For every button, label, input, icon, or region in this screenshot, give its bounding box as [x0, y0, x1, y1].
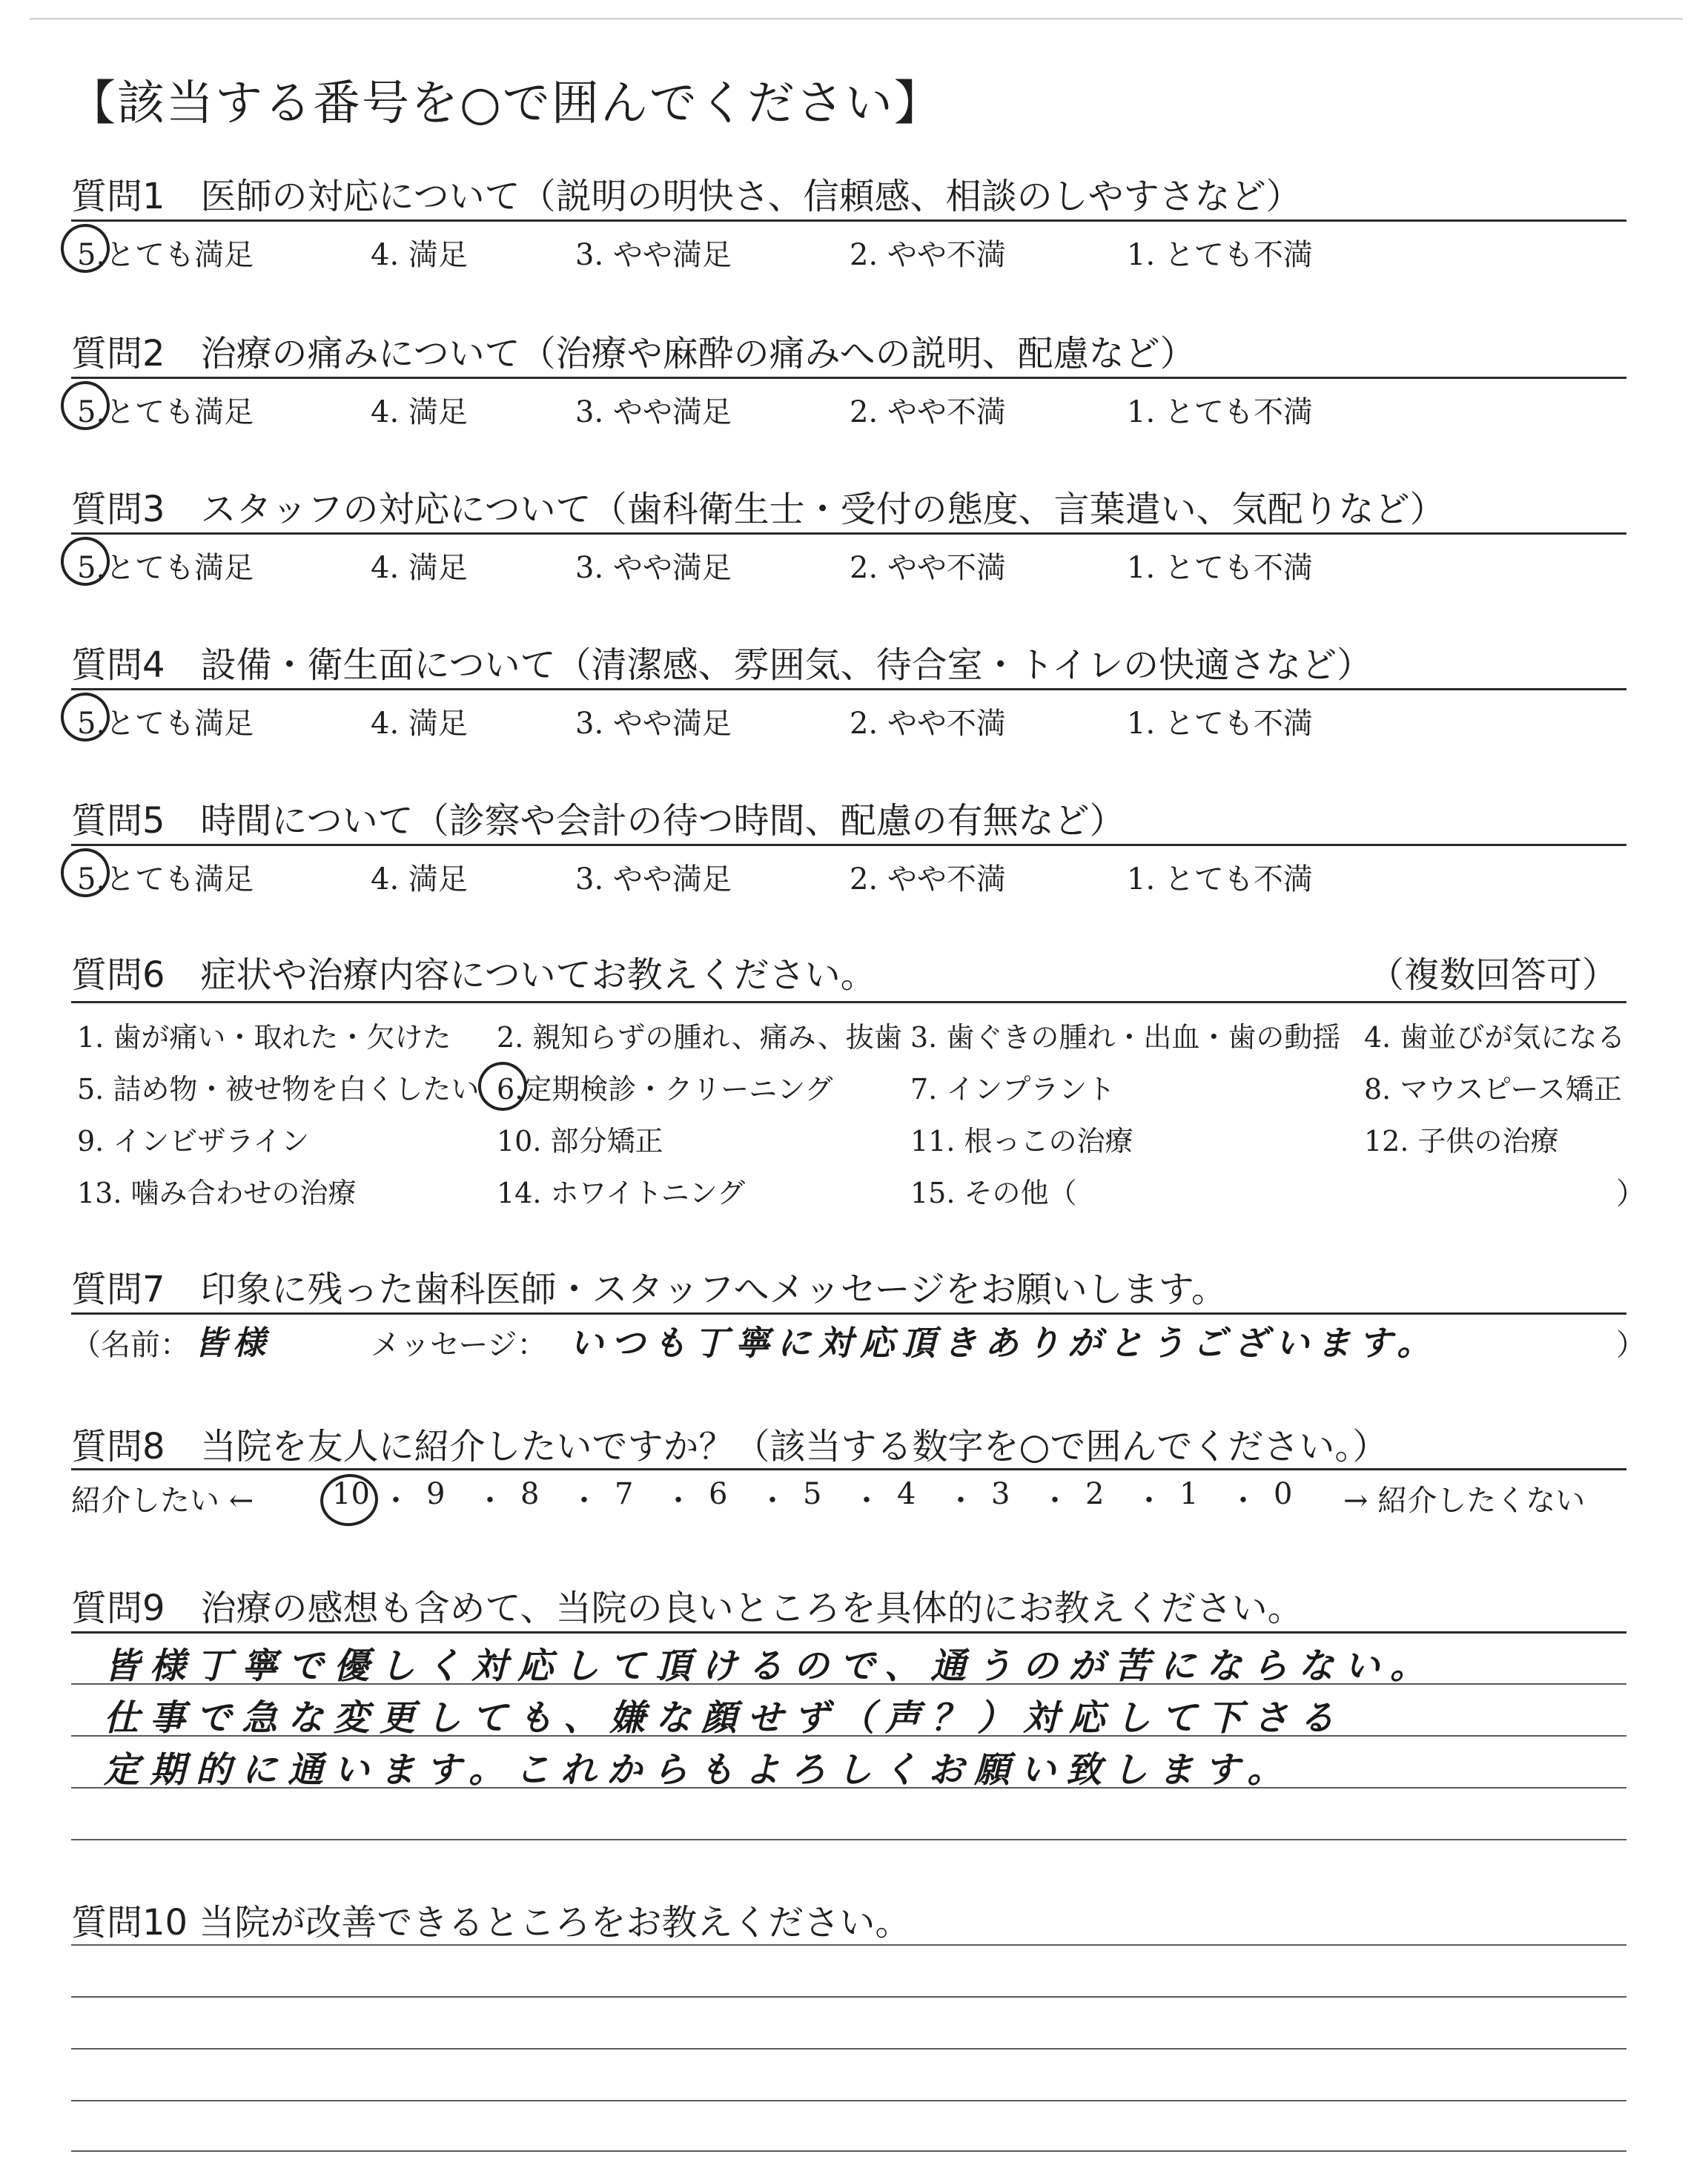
q9-answer-line — [71, 1839, 1626, 1840]
q8-scale-separator: ・ — [1228, 1484, 1258, 1518]
q6-option-9: 9. インビザライン — [77, 1125, 310, 1157]
q7-name-label: （名前： — [71, 1328, 190, 1362]
q7-close-paren: ） — [1616, 1328, 1646, 1362]
q6-option-12: 12. 子供の治療 — [1364, 1125, 1559, 1157]
q5-option-1: 1. とても不満 — [1127, 862, 1313, 896]
q6-option-11: 11. 根っこの治療 — [910, 1125, 1133, 1157]
q8-scale-5: 5 — [803, 1477, 822, 1511]
q3-option-4: 4. 満足 — [371, 551, 468, 585]
q6-option-3: 3. 歯ぐきの腫れ・出血・歯の動揺 — [910, 1021, 1341, 1054]
q8-right-label: → 紹介したくない — [1343, 1484, 1586, 1518]
q4-option-5: 5.とても満足 — [77, 707, 254, 741]
q9-title: 質問9 治療の感想も含めて、当院の良いところを具体的にお教えください。 — [71, 1588, 1303, 1629]
q6-option-2: 2. 親知らずの腫れ、痛み、抜歯 — [497, 1021, 902, 1054]
q6-option-14: 14. ホワイトニング — [497, 1177, 746, 1209]
q5-option-2: 2. やや不満 — [850, 862, 1006, 896]
q5-option-4: 4. 満足 — [371, 862, 468, 896]
q8-scale-3: 3 — [991, 1477, 1010, 1511]
q9-answer-text-line: 定期的に通います。これからもよろしくお願い致します。 — [104, 1749, 1294, 1791]
q8-scale-9: 9 — [426, 1477, 446, 1511]
q7-name-value: 皆様 — [194, 1324, 271, 1362]
q6-option-5: 5. 詰め物・被せ物を白くしたい — [77, 1073, 480, 1106]
q4-title: 質問4 設備・衛生面について（清潔感、雰囲気、待合室・トイレの快適さなど） — [71, 644, 1373, 686]
q2-rule — [71, 377, 1626, 379]
q9-answer-text-line: 仕事で急な変更しても、嫌な顔せず（声？）対応して下さる — [104, 1697, 1345, 1739]
q8-scale-10: 10 — [332, 1477, 370, 1511]
q7-message-value: いつも丁寧に対応頂きありがとうございます。 — [569, 1323, 1439, 1363]
q3-option-3: 3. やや満足 — [575, 551, 732, 585]
q6-rule — [71, 1001, 1626, 1003]
q4-option-3: 3. やや満足 — [575, 707, 732, 741]
q10-answer-line — [71, 1996, 1626, 1998]
q8-scale-separator: ・ — [758, 1484, 787, 1518]
q5-title: 質問5 時間について（診察や会計の待つ時間、配慮の有無など） — [71, 800, 1125, 842]
q2-title: 質問2 治療の痛みについて（治療や麻酔の痛みへの説明、配慮など） — [71, 333, 1196, 374]
page-top-edge — [30, 18, 1683, 20]
q8-scale-2: 2 — [1085, 1477, 1105, 1511]
q8-scale-separator: ・ — [852, 1484, 881, 1518]
q8-rule — [71, 1468, 1626, 1470]
q2-option-3: 3. やや満足 — [575, 395, 732, 429]
q8-left-label: 紹介したい ← — [71, 1484, 254, 1518]
q3-option-5: 5.とても満足 — [77, 551, 254, 585]
q5-option-3: 3. やや満足 — [575, 862, 732, 896]
q8-title: 質問8 当院を友人に紹介したいですか？（該当する数字を○で囲んでください。） — [71, 1426, 1388, 1467]
q8-scale-4: 4 — [897, 1477, 916, 1511]
q1-title: 質問1 医師の対応について（説明の明快さ、信頼感、相談のしやすさなど） — [71, 176, 1302, 217]
q6-title: 質問6 症状や治療内容についてお教えください。 — [71, 954, 876, 996]
q1-option-2: 2. やや不満 — [850, 238, 1006, 272]
q7-title: 質問7 印象に残った歯科医師・スタッフへメッセージをお願いします。 — [71, 1269, 1227, 1310]
q6-option-1: 1. 歯が痛い・取れた・欠けた — [77, 1021, 451, 1054]
q6-option-13: 13. 噛み合わせの治療 — [77, 1177, 357, 1209]
q8-scale-separator: ・ — [1134, 1484, 1164, 1518]
q3-title: 質問3 スタッフの対応について（歯科衛生士・受付の態度、言葉遣い、気配りなど） — [71, 489, 1446, 530]
q8-scale-separator: ・ — [1040, 1484, 1070, 1518]
q8-selected-circle — [317, 1470, 382, 1530]
q1-option-5: 5.とても満足 — [77, 238, 254, 272]
q6-multiple-answer-note: （複数回答可） — [1368, 954, 1618, 996]
q10-title: 質問10 当院が改善できるところをお教えください。 — [71, 1902, 911, 1943]
q1-rule — [71, 219, 1626, 222]
q9-rule — [71, 1631, 1626, 1634]
q6-option-8: 8. マウスピース矯正 — [1364, 1073, 1622, 1106]
q4-option-1: 1. とても不満 — [1127, 707, 1313, 741]
q10-answer-line — [71, 2048, 1626, 2050]
q8-scale-8: 8 — [520, 1477, 540, 1511]
q7-message-label: メッセージ： — [371, 1328, 547, 1362]
q3-rule — [71, 532, 1626, 535]
q3-option-2: 2. やや不満 — [850, 551, 1006, 585]
q7-rule — [71, 1312, 1626, 1315]
q2-option-2: 2. やや不満 — [850, 395, 1006, 429]
q6-option-15: 15. その他（ — [910, 1177, 1077, 1209]
q8-scale-separator: ・ — [381, 1484, 411, 1518]
q6-other-close-paren: ） — [1616, 1177, 1646, 1211]
q9-answer-text-line: 皆様丁寧で優しく対応して頂けるので、通うのが苦にならない。 — [104, 1645, 1437, 1687]
q1-option-3: 3. やや満足 — [575, 238, 732, 272]
q6-option-7: 7. インプラント — [910, 1073, 1116, 1106]
q2-option-1: 1. とても不満 — [1127, 395, 1313, 429]
q6-option-6: 6.定期検診・クリーニング — [497, 1073, 833, 1106]
q8-scale-1: 1 — [1179, 1477, 1199, 1511]
q8-scale-6: 6 — [709, 1477, 728, 1511]
q4-option-4: 4. 満足 — [371, 707, 468, 741]
q8-scale-separator: ・ — [663, 1484, 693, 1518]
q8-scale-separator: ・ — [569, 1484, 599, 1518]
q2-option-5: 5.とても満足 — [77, 395, 254, 429]
q5-rule — [71, 844, 1626, 846]
q8-scale-separator: ・ — [946, 1484, 976, 1518]
q6-option-4: 4. 歯並びが気になる — [1364, 1021, 1626, 1054]
q1-option-1: 1. とても不満 — [1127, 238, 1313, 272]
q10-answer-line — [71, 2100, 1626, 2101]
q8-scale-7: 7 — [615, 1477, 634, 1511]
q2-option-4: 4. 満足 — [371, 395, 468, 429]
q5-option-5: 5.とても満足 — [77, 862, 254, 896]
q10-answer-line — [71, 1944, 1626, 1946]
instruction-header: 【該当する番号を○で囲んでください】 — [68, 76, 943, 131]
q4-rule — [71, 688, 1626, 690]
q1-option-4: 4. 満足 — [371, 238, 468, 272]
q4-option-2: 2. やや不満 — [850, 707, 1006, 741]
q6-option-10: 10. 部分矯正 — [497, 1125, 663, 1157]
q3-option-1: 1. とても不満 — [1127, 551, 1313, 585]
q8-scale-separator: ・ — [475, 1484, 505, 1518]
q8-scale-0: 0 — [1274, 1477, 1293, 1511]
q10-answer-line — [71, 2150, 1626, 2152]
